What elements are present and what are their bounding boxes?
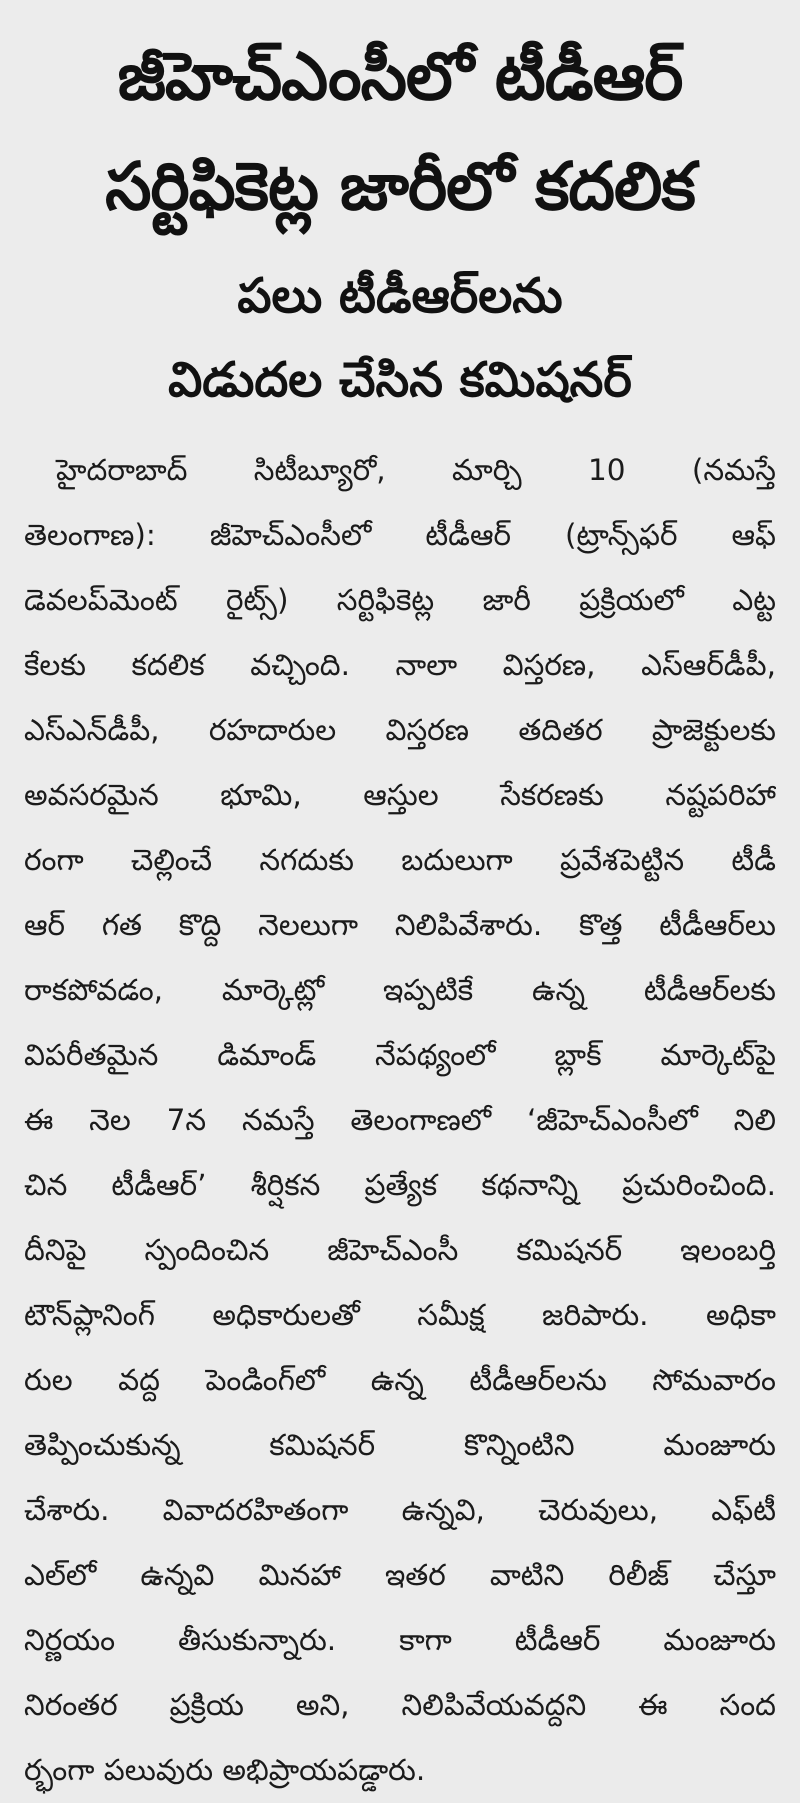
article-line: దీనిపై స్పందించిన జీహెచ్ఎంసీ కమిషనర్ ఇలంబర్తి <box>24 1233 776 1267</box>
headline-line-2: సర్టిఫికెట్ల జారీలో కదలిక <box>105 148 695 225</box>
article-line: ఎల్‌లో ఉన్నవి మినహా ఇతర వాటిని రిలీజ్ చేస్తూ <box>24 1558 776 1592</box>
article-line: తెలంగాణ): జీహెచ్ఎంసీలో టీడీఆర్ (ట్రాన్స్‌ఫర్ ఆఫ్ <box>24 518 776 552</box>
article-line: నిర్ణయం తీసుకున్నారు. కాగా టీడీఆర్ మంజూరు <box>24 1623 776 1657</box>
article-line: నిరంతర ప్రక్రియ అని, నిలిపివేయవద్దని ఈ సంద <box>24 1688 776 1722</box>
article-line: టౌన్‌ప్లానింగ్ అధికారులతో సమీక్ష జరిపారు. అధికా <box>24 1298 776 1332</box>
subheadline-line-1: పలు టీడీఆర్‌లను <box>237 268 563 324</box>
article-line: కేలకు కదలిక వచ్చింది. నాలా విస్తరణ, ఎస్ఆర్‌డీపీ, <box>24 648 776 682</box>
article-body <box>24 438 776 1803</box>
article-line: ఆర్ గత కొద్ది నెలలుగా నిలిపివేశారు. కొత్త టీడీఆర్‌లు <box>24 908 776 942</box>
article-line: రుల వద్ద పెండింగ్‌లో ఉన్న టీడీఆర్‌లను సోమవారం <box>24 1363 776 1397</box>
article-line: విపరీతమైన డిమాండ్ నేపథ్యంలో బ్లాక్ మార్కెట్‌పై <box>24 1038 776 1072</box>
article-line: చిన టీడీఆర్’ శీర్షికన ప్రత్యేక కథనాన్ని ప్రచురించింది. <box>24 1168 776 1202</box>
article-line: రంగా చెల్లించే నగదుకు బదులుగా ప్రవేశపెట్టిన టీడీ <box>24 843 776 877</box>
article-line: హైదరాబాద్ సిటీబ్యూరో, మార్చి 10 (నమస్తే <box>56 453 776 487</box>
article-line: చేశారు. వివాదరహితంగా ఉన్నవి, చెరువులు, ఎఫ్‌టీ <box>24 1493 776 1527</box>
article-line: అవసరమైన భూమి, ఆస్తుల సేకరణకు నష్టపరిహా <box>24 778 776 812</box>
article-line: ఈ నెల 7న నమస్తే తెలంగాణలో ‘జీహెచ్ఎంసీలో నిలి <box>24 1103 776 1137</box>
article-line: తెప్పించుకున్న కమిషనర్ కొన్నింటిని మంజూరు <box>24 1428 776 1462</box>
headline-line-1: జీహెచ్ఎంసీలో టీడీఆర్ <box>117 38 683 115</box>
article-line: ఎస్ఎన్‌డీపీ, రహదారుల విస్తరణ తదితర ప్రాజెక్టులకు <box>24 713 776 747</box>
article-line: డెవలప్‌మెంట్ రైట్స్) సర్టిఫికెట్ల జారీ ప్రక్రియలో ఎట్ట <box>24 583 776 617</box>
article-line: రాకపోవడం, మార్కెట్లో ఇప్పటికే ఉన్న టీడీఆర్‌లకు <box>24 973 776 1007</box>
subheadline-line-2: విడుదల చేసిన కమిషనర్ <box>168 352 632 408</box>
article-line: ర్భంగా పలువురు అభిప్రాయపడ్డారు. <box>24 1753 426 1787</box>
